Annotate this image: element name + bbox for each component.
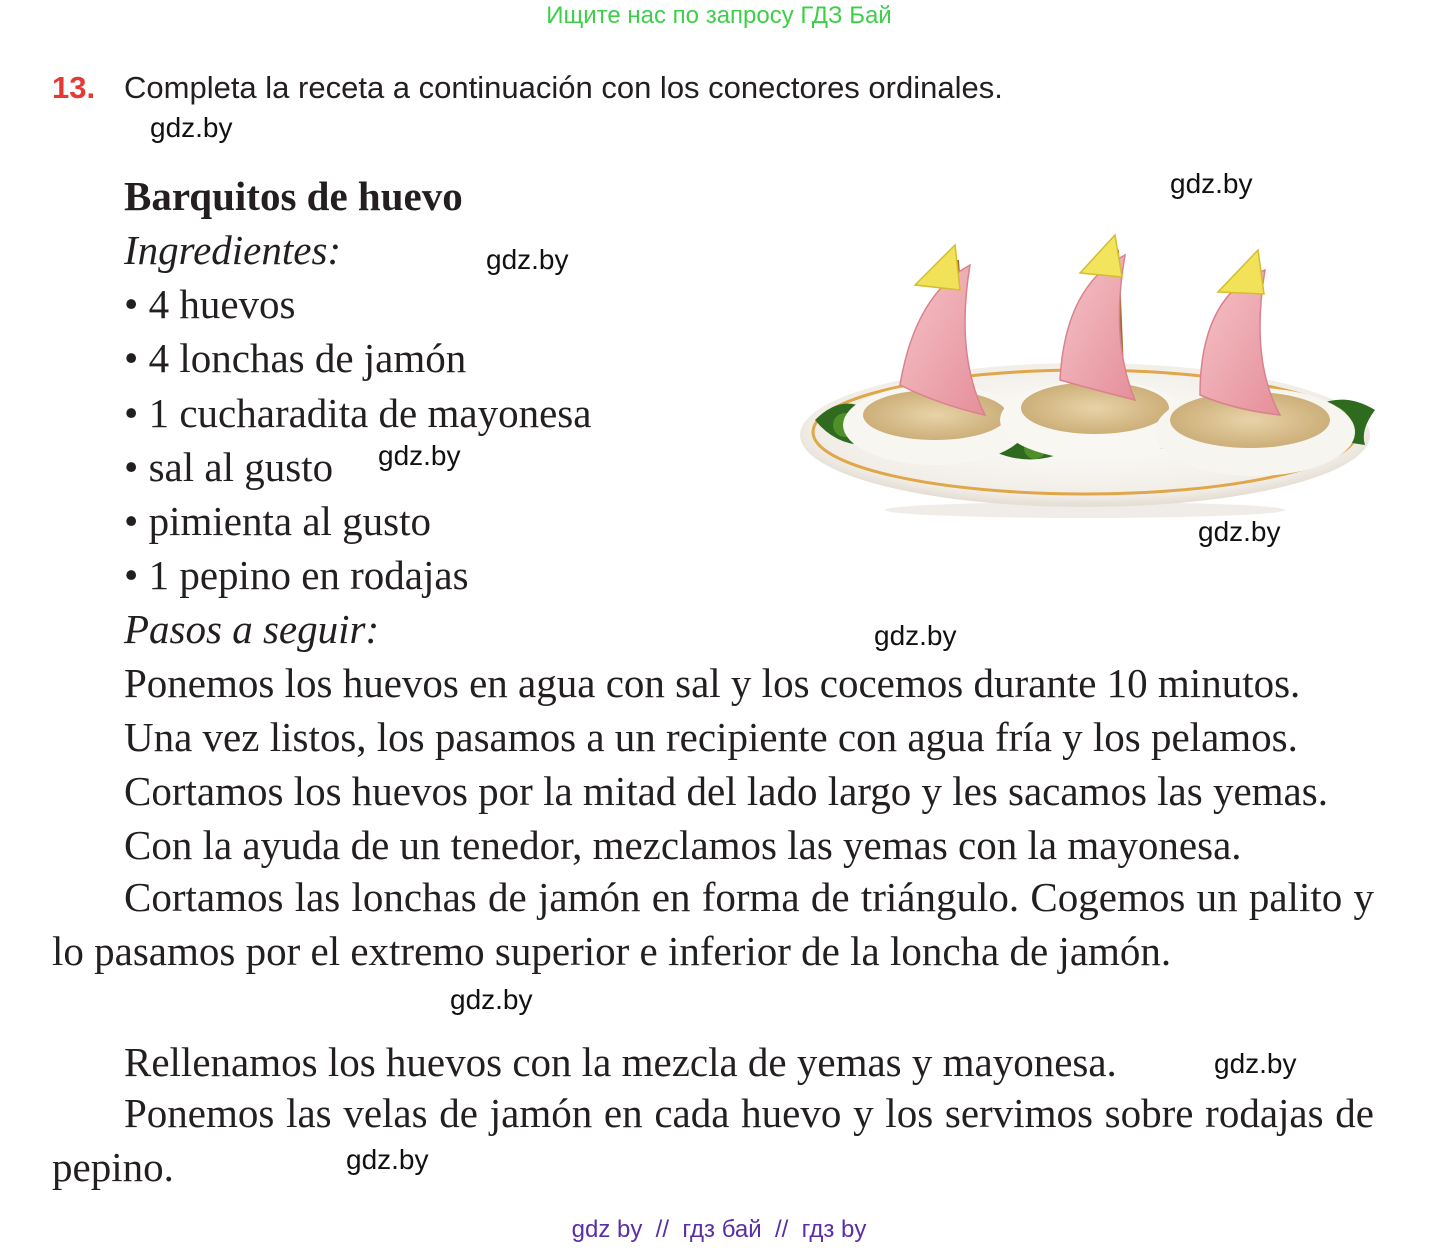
ingredients-heading: Ingredientes: — [124, 227, 342, 273]
recipe-step: Cortamos los huevos por la mitad del lado largo y les sacamos las yemas. — [124, 768, 1328, 814]
recipe-step: Ponemos las velas de jamón en cada huevo y los servimos sobre rodajas de pepino. — [52, 1090, 1374, 1190]
exercise-instruction: Completa la receta a continuación con los conectores ordinales. — [124, 70, 1003, 105]
watermark: gdz.by — [874, 620, 957, 651]
watermark: gdz.by — [150, 112, 233, 143]
ingredient-item: • 1 cucharadita de mayonesa — [124, 390, 592, 436]
recipe-step: Con la ayuda de un tenedor, mezclamos las yemas con la mayonesa. — [124, 822, 1242, 868]
exercise-number: 13. — [52, 70, 96, 105]
recipe-step: Rellenamos los huevos con la mezcla de yemas y mayonesa. — [124, 1039, 1117, 1085]
ingredient-item: • 1 pepino en rodajas — [124, 552, 469, 598]
ingredient-item: • 4 lonchas de jamón — [124, 335, 467, 381]
recipe-title: Barquitos de huevo — [124, 173, 463, 219]
recipe-step: Una vez listos, los pasamos a un recipiente con agua fría y los pelamos. — [124, 714, 1298, 760]
steps-heading: Pasos a seguir: — [124, 606, 380, 652]
ingredient-item: • 4 huevos — [124, 281, 296, 327]
top-banner: Ищите нас по запросу ГДЗ Бай — [546, 2, 892, 29]
bottom-banner: gdz by // гдз бай // гдз by — [571, 1216, 867, 1243]
recipe-step: Ponemos los huevos en agua con sal y los cocemos durante 10 minutos. — [124, 660, 1301, 706]
watermark: gdz.by — [1214, 1048, 1297, 1079]
watermark: gdz.by — [1170, 168, 1253, 199]
egg-boats-photo — [795, 220, 1380, 520]
watermark: gdz.by — [346, 1144, 429, 1175]
watermark: gdz.by — [486, 244, 569, 275]
watermark: gdz.by — [1198, 516, 1281, 547]
watermark: gdz.by — [378, 440, 461, 471]
recipe-step: Cortamos las lonchas de jamón en forma de triángulo. Cogemos un palito y lo pasamos por el extremo superior e inferior de la loncha de jamón. — [52, 874, 1374, 974]
ingredient-item: • sal al gusto — [124, 444, 334, 490]
watermark: gdz.by — [450, 984, 533, 1015]
ingredient-item: • pimienta al gusto — [124, 498, 431, 544]
